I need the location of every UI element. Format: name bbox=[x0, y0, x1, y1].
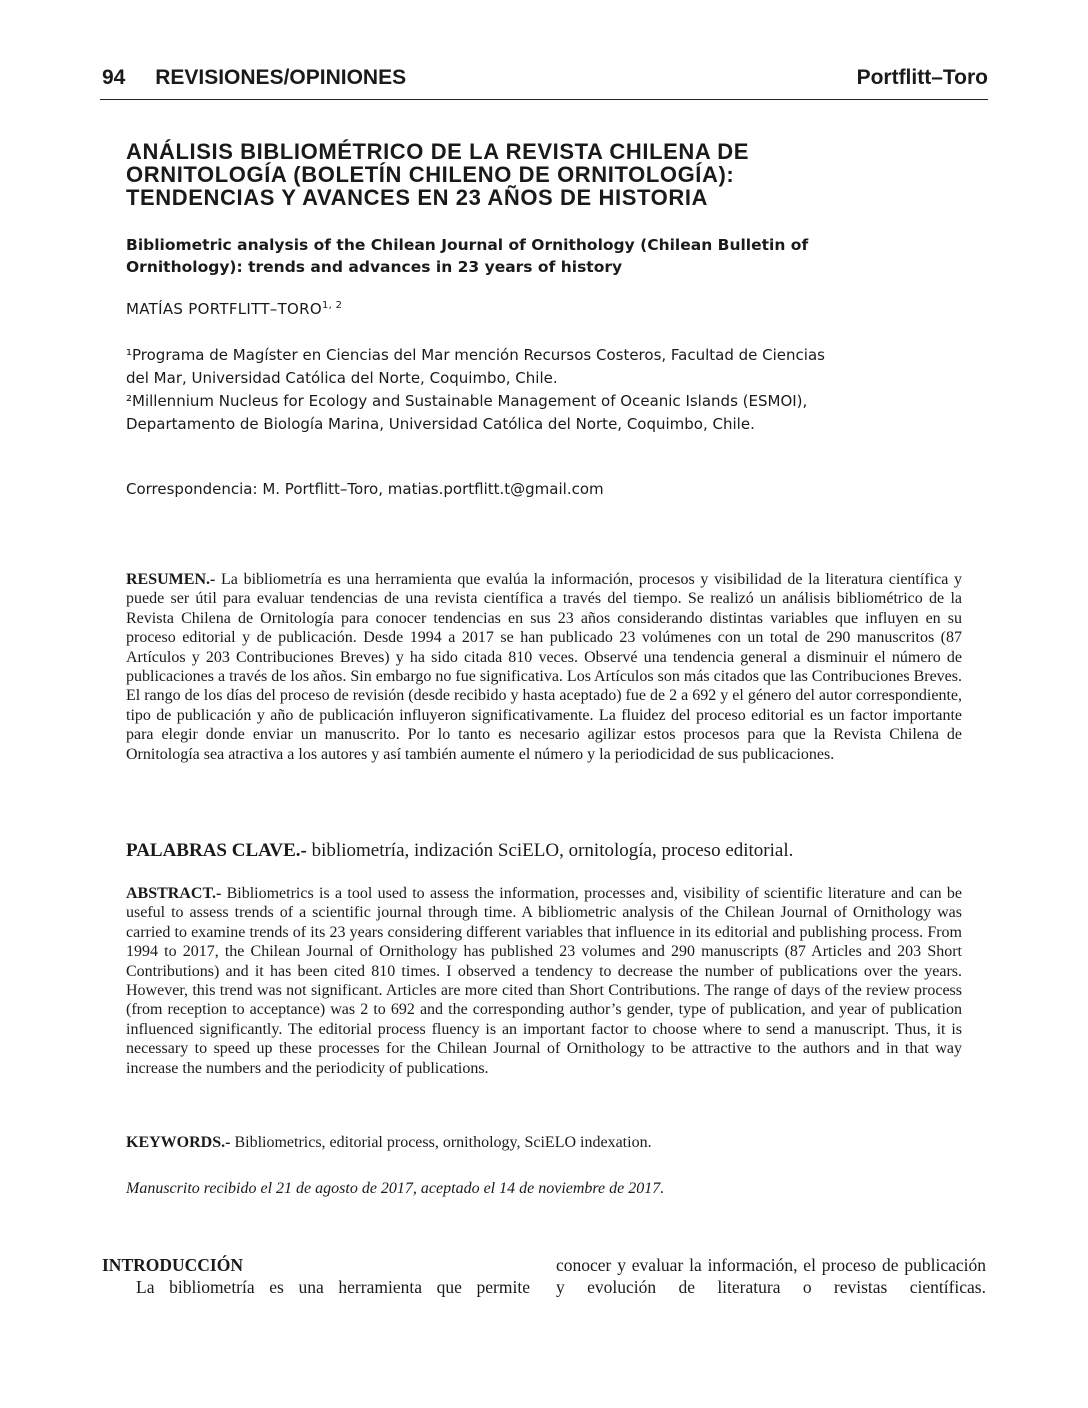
affiliation-line: del Mar, Universidad Católica del Norte, Coquimbo, Chile. bbox=[126, 369, 558, 387]
intro-left-column bbox=[102, 1254, 530, 1298]
subtitle-line: Bibliometric analysis of the Chilean Journal of Ornithology (Chilean Bulletin of bbox=[126, 236, 809, 254]
title-line: ORNITOLOGÍA (BOLETÍN CHILENO DE ORNITOLOGÍA): bbox=[126, 162, 735, 187]
article-title bbox=[126, 140, 986, 209]
header-divider bbox=[100, 99, 988, 100]
resumen-label: RESUMEN.- bbox=[126, 571, 216, 588]
correspondence: Correspondencia: M. Portflitt–Toro, matias.portflitt.t@gmail.com bbox=[126, 480, 604, 498]
section-name: REVISIONES/OPINIONES bbox=[155, 66, 407, 89]
running-header bbox=[102, 64, 988, 96]
intro-right-column: conocer y evaluar la información, el proceso de publicación y evolución de literatura o revistas científicas. bbox=[556, 1255, 986, 1297]
title-line: TENDENCIAS Y AVANCES EN 23 AÑOS DE HISTORIA bbox=[126, 185, 709, 210]
affiliation-line: ¹Programa de Magíster en Ciencias del Mar mención Recursos Costeros, Facultad de Ciencias bbox=[126, 346, 825, 364]
subtitle-line: Ornithology): trends and advances in 23 years of history bbox=[126, 258, 623, 276]
affiliation-line: Departamento de Biología Marina, Universidad Católica del Norte, Coquimbo, Chile. bbox=[126, 415, 755, 433]
resumen-paragraph bbox=[126, 570, 962, 764]
palabras-clave-label: PALABRAS CLAVE.- bbox=[126, 840, 307, 861]
english-title bbox=[126, 234, 986, 278]
title-line: ANÁLISIS BIBLIOMÉTRICO DE LA REVISTA CHILENA DE bbox=[126, 139, 750, 164]
header-left bbox=[102, 66, 406, 90]
author-line bbox=[126, 300, 342, 318]
palabras-clave-text: bibliometría, indización SciELO, ornitología, proceso editorial. bbox=[306, 840, 794, 861]
resumen-text: La bibliometría es una herramienta que evalúa la información, procesos y visibilidad de la literatura científica y puede ser útil para evaluar tendencias de una revista científica a través del tiempo. Se realizó un análisis bibliométrico de la Revista Chilena de Ornitología para conocer tendencias en sus 23 años considerando distintas variables que influyen en su proceso editorial y de publicación. Desde 1994 a 2017 se han publicado 23 volúmenes con un total de 290 manuscritos (87 Artículos y 203 Contribuciones Breves) y ha sido citada 810 veces. Observé una tendencia general a disminuir el número de publicaciones a través de los años. Sin embargo no fue significativa. Los Artículos son más citados que las Contribuciones Breves. El rango de los días del proceso de revisión (desde recibido y hasta aceptado) fue de 2 a 692 y el género del autor correspondiente, tipo de publicación y año de publicación influyeron significativamente. La fluidez del proceso editorial es un factor importante para elegir donde enviar un manuscrito. Por lo tanto es necesario agilizar estos procesos para que la Revista Chilena de Ornitología sea atractiva a los autores y así también aumente el número y la periodicidad de sus publicaciones. bbox=[126, 571, 962, 763]
abstract-label: ABSTRACT.- bbox=[126, 885, 222, 902]
abstract-paragraph bbox=[126, 884, 962, 1078]
palabras-clave bbox=[126, 840, 793, 862]
affiliation-line: ²Millennium Nucleus for Ecology and Sustainable Management of Oceanic Islands (ESMOI), bbox=[126, 392, 808, 410]
keywords bbox=[126, 1134, 652, 1152]
intro-heading: INTRODUCCIÓN bbox=[102, 1255, 243, 1275]
running-author: Portflitt–Toro bbox=[856, 66, 988, 89]
page-number: 94 bbox=[102, 66, 126, 89]
received-dates: Manuscrito recibido el 21 de agosto de 2017, aceptado el 14 de noviembre de 2017. bbox=[126, 1180, 665, 1197]
keywords-text: Bibliometrics, editorial process, ornithology, SciELO indexation. bbox=[230, 1134, 652, 1151]
intro-left-text: La bibliometría es una herramienta que permite bbox=[136, 1277, 530, 1297]
affiliations bbox=[126, 344, 986, 436]
author-name: MATÍAS PORTFLITT–TORO bbox=[126, 300, 322, 318]
abstract-text: Bibliometrics is a tool used to assess the information, processes and, visibility of scientific literature and can be useful to assess trends of a scientific journal through time. A bibliometric analysis of the Chilean Journal of Ornithology was carried to examine trends of its 23 years considering different variables that influence in its editorial and publishing process. From 1994 to 2017, the Chilean Journal of Ornithology has published 23 volumes and 290 manuscripts (87 Articles and 203 Short Contributions) and it has been cited 810 times. I observed a tendency to decrease the number of publications over the years. However, this trend was not significant. Articles are more cited than Short Contributions. The range of days of the review process (from reception to acceptance) was 2 to 692 and the corresponding author’s gender, type of publication, and year of publication influenced significantly. The editorial process fluency is an important factor to choose where to send a manuscript. Thus, it is necessary to speed up these processes for the Chilean Journal of Ornithology to be attractive to the authors and in that way increase the numbers and the periodicity of publications. bbox=[126, 885, 962, 1077]
author-affil-marks: 1, 2 bbox=[322, 300, 343, 311]
keywords-label: KEYWORDS.- bbox=[126, 1134, 231, 1151]
